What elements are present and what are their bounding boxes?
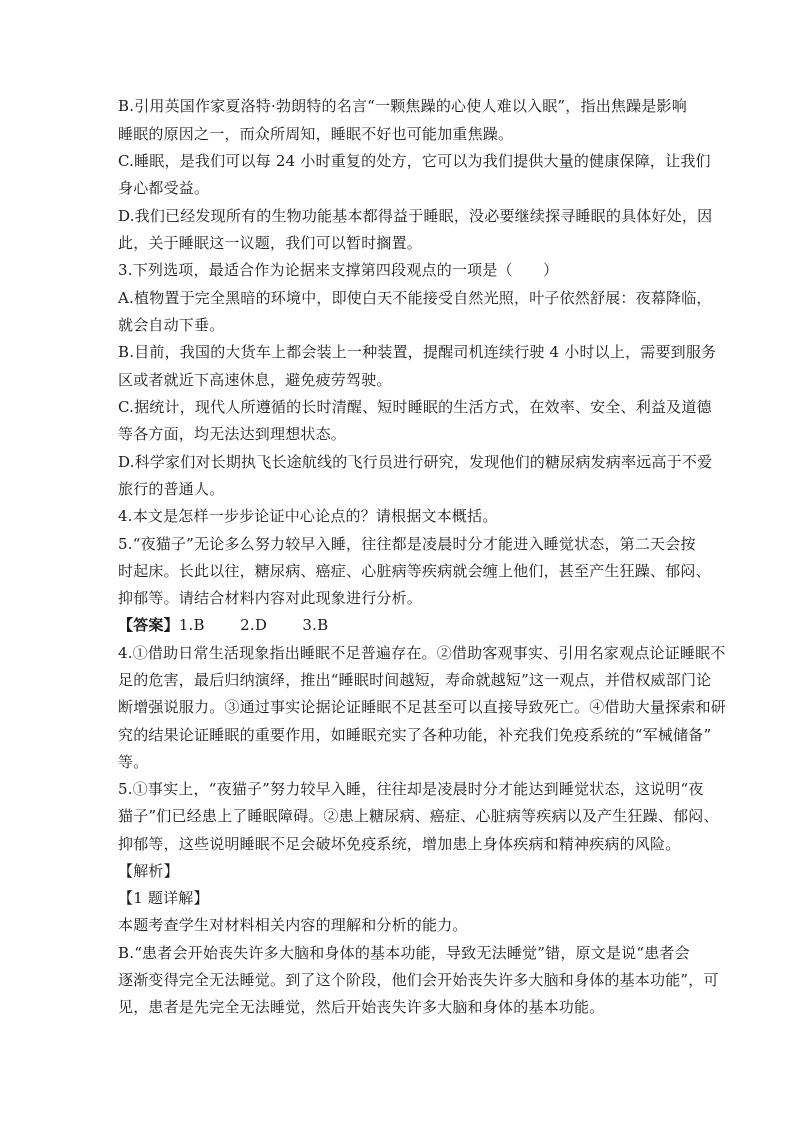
- text-line: 睡眠的原因之一，而众所周知，睡眠不好也可能加重焦躁。: [118, 125, 514, 143]
- text-line: 本题考查学生对材料相关内容的理解和分析的能力。: [118, 916, 468, 934]
- analysis-heading: 【解析】: [118, 862, 179, 880]
- text-line: 猫子”们已经患上了睡眠障碍。②患上糖尿病、癌症、心脏病等疾病以及产生狂躁、郁闷、: [118, 807, 719, 825]
- text-line: B.“患者会开始丧失许多大脑和身体的基本功能，导致无法睡觉”错，原文是说“患者会: [118, 944, 690, 962]
- text-line: 5.①事实上，“夜猫子”努力较早入睡，往往却是凌晨时分才能达到睡觉状态，这说明“夜: [118, 780, 704, 798]
- text-line: B.目前，我国的大货车上都会装上一种装置，提醒司机连续行驶 4 小时以上，需要到服务: [118, 343, 717, 361]
- question-4: 4.本文是怎样一步步论证中心论点的？请根据文本概括。: [118, 507, 498, 525]
- text-line: 区或者就近下高速休息，避免疲劳驾驶。: [118, 371, 392, 389]
- text-line: 断增强说服力。③通过事实论据论证睡眠不足甚至可以直接导致死亡。④借助大量探索和研: [118, 698, 727, 716]
- text-line: 抑郁等。请结合材料内容对此现象进行分析。: [118, 589, 423, 607]
- text-line: 见，患者是先完全无法睡觉，然后开始丧失许多大脑和身体的基本功能。: [118, 998, 605, 1016]
- answer-values: 1.B 2.D 3.B: [178, 616, 329, 634]
- text-line: 旅行的普通人。: [118, 480, 225, 498]
- text-line: 4.①借助日常生活现象指出睡眠不足普遍存在。②借助客观事实、引用名家观点论证睡眠不: [118, 644, 726, 662]
- answer-label: 【答案】: [118, 616, 179, 634]
- subheading-q1: 【1 题详解】: [118, 889, 209, 907]
- text-line: 逐渐变得完全无法睡觉。到了这个阶段，他们会开始丧失许多大脑和身体的基本功能”，可: [118, 971, 719, 989]
- text-line: 究的结果论证睡眠的重要作用，如睡眠充实了各种功能，补充我们免疫系统的“军械储备”: [118, 726, 712, 744]
- text-line: 等。: [118, 753, 149, 771]
- text-line: 时起床。长此以往，糖尿病、癌症、心脏病等疾病就会缠上他们，甚至产生狂躁、郁闷、: [118, 562, 711, 580]
- text-line: 此，关于睡眠这一议题，我们可以暂时搁置。: [118, 234, 423, 252]
- text-line: A.植物置于完全黑暗的环境中，即使白天不能接受自然光照，叶子依然舒展：夜幕降临，: [118, 289, 712, 307]
- text-line: D.科学家们对长期执飞长途航线的飞行员进行研究，发现他们的糖尿病发病率远高于不爱: [118, 453, 713, 471]
- answer-line: [118, 615, 328, 635]
- question-5: 5.“夜猫子”无论多么努力较早入睡，往往都是凌晨时分才能进入睡觉状态，第二天会按: [118, 535, 696, 553]
- question-3: 3.下列选项，最适合作为论据来支撑第四段观点的一项是（ ）: [118, 261, 559, 279]
- text-line: 身心都受益。: [118, 179, 210, 197]
- text-line: C.据统计，现代人所遵循的长时清醒、短时睡眠的生活方式，在效率、安全、利益及道德: [118, 398, 712, 416]
- text-line: 就会自动下垂。: [118, 316, 225, 334]
- text-line: 抑郁等，这些说明睡眠不足会破坏免疫系统，增加患上身体疾病和精神疾病的风险。: [118, 835, 681, 853]
- text-line: 足的危害，最后归纳演绎，推出“睡眠时间越短，寿命就越短”这一观点，并借权威部门论: [118, 671, 712, 689]
- text-line: D.我们已经发现所有的生物功能基本都得益于睡眠，没必要继续探寻睡眠的具体好处，因: [118, 207, 713, 225]
- text-line: 等各方面，均无法达到理想状态。: [118, 425, 347, 443]
- text-line: B.引用英国作家夏洛特·勃朗特的名言“一颗焦躁的心使人难以入眠”，指出焦躁是影响: [118, 97, 687, 115]
- text-line: C.睡眠，是我们可以每 24 小时重复的处方，它可以为我们提供大量的健康保障，让我们: [118, 152, 711, 170]
